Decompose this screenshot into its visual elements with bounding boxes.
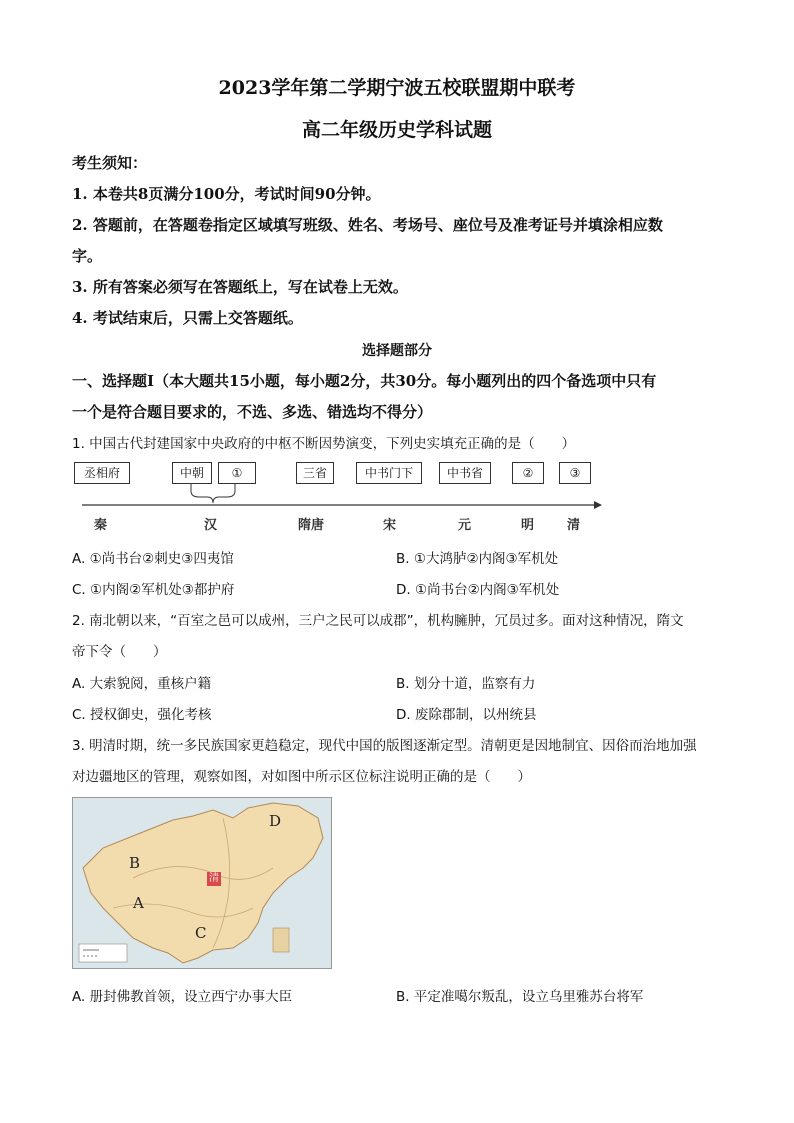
q2-stem: 2. 南北朝以来，“百室之邑可以成州，三户之民可以成郡”，机构臃肿，冗员过多。面对这种情况，隋文: [72, 613, 684, 629]
map-label-b: B: [129, 854, 141, 872]
qing-map: [72, 797, 332, 969]
q1-option-a[interactable]: A. ①尚书台②刺史③四夷馆: [72, 551, 234, 567]
q1-option-b[interactable]: B. ①大鸿胪②内阁③军机处: [396, 551, 559, 567]
map-label-d: D: [269, 812, 282, 830]
section-instruction: 一个是符合题目要求的，不选、多选、错选均不得分）: [72, 403, 433, 421]
dynasty-label: 宋: [383, 518, 397, 533]
q1-option-d[interactable]: D. ①尚书台②内阁③军机处: [396, 582, 560, 598]
q2-stem: 帝下令（ ）: [72, 644, 167, 660]
notice-item: 4. 考试结束后，只需上交答题纸。: [72, 309, 303, 327]
dynasty-label: 元: [458, 518, 472, 533]
timeline-axis: [70, 483, 610, 515]
exam-subtitle: 高二年级历史学科试题: [301, 119, 492, 141]
dynasty-label: 秦: [94, 518, 108, 533]
timeline-box: 中书门下: [356, 462, 422, 484]
timeline-box: 中朝: [172, 462, 212, 484]
notice-item: 1. 本卷共8页满分100分，考试时间90分钟。: [72, 185, 381, 203]
timeline-box: ①: [218, 462, 256, 484]
timeline-box: 中书省: [439, 462, 491, 484]
dynasty-label: 隋唐: [298, 518, 325, 533]
notice-item: 3. 所有答案必须写在答题纸上，写在试卷上无效。: [72, 278, 408, 296]
notice-item: 字。: [72, 247, 103, 265]
map-label-qing: 清: [209, 873, 219, 884]
q2-option-c[interactable]: C. 授权御史，强化考核: [72, 707, 212, 723]
q3-option-a[interactable]: A. 册封佛教首领，设立西宁办事大臣: [72, 989, 293, 1005]
dynasty-label: 清: [567, 518, 581, 533]
map-outline: [73, 798, 331, 968]
timeline-box: 丞相府: [74, 462, 130, 484]
q1-option-c[interactable]: C. ①内阁②军机处③都护府: [72, 582, 235, 598]
q3-option-b[interactable]: B. 平定准噶尔叛乱，设立乌里雅苏台将军: [396, 989, 644, 1005]
notice-item: 2. 答题前，在答题卷指定区域填写班级、姓名、考场号、座位号及准考证号并填涂相应数: [72, 216, 663, 234]
map-label-a: A: [133, 894, 144, 912]
exam-title: 2023学年第二学期宁波五校联盟期中联考: [218, 77, 576, 99]
timeline-box: ③: [559, 462, 591, 484]
map-label-c: C: [195, 924, 207, 942]
timeline-box: ②: [512, 462, 544, 484]
q1-stem: 1. 中国古代封建国家中央政府的中枢不断因势演变，下列史实填充正确的是（ ）: [72, 436, 576, 452]
q3-stem: 对边疆地区的管理，观察如图，对如图中所示区位标注说明正确的是（ ）: [72, 769, 531, 785]
notice-heading: 考生须知：: [72, 154, 148, 172]
q2-option-d[interactable]: D. 废除郡制，以州统县: [396, 707, 537, 723]
section-instruction: 一、选择题Ⅰ（本大题共15小题，每小题2分，共30分。每小题列出的四个备选项中只有: [72, 372, 657, 390]
dynasty-label: 明: [521, 518, 535, 533]
section-title: 选择题部分: [362, 343, 432, 359]
q2-option-a[interactable]: A. 大索貌阅，重核户籍: [72, 676, 212, 692]
dynasty-label: 汉: [204, 518, 218, 533]
timeline-box: 三省: [296, 462, 334, 484]
q2-option-b[interactable]: B. 划分十道，监察有力: [396, 676, 536, 692]
q3-stem: 3. 明清时期，统一多民族国家更趋稳定，现代中国的版图逐渐定型。清朝更是因地制宜、因俗而治地加强: [72, 738, 697, 754]
